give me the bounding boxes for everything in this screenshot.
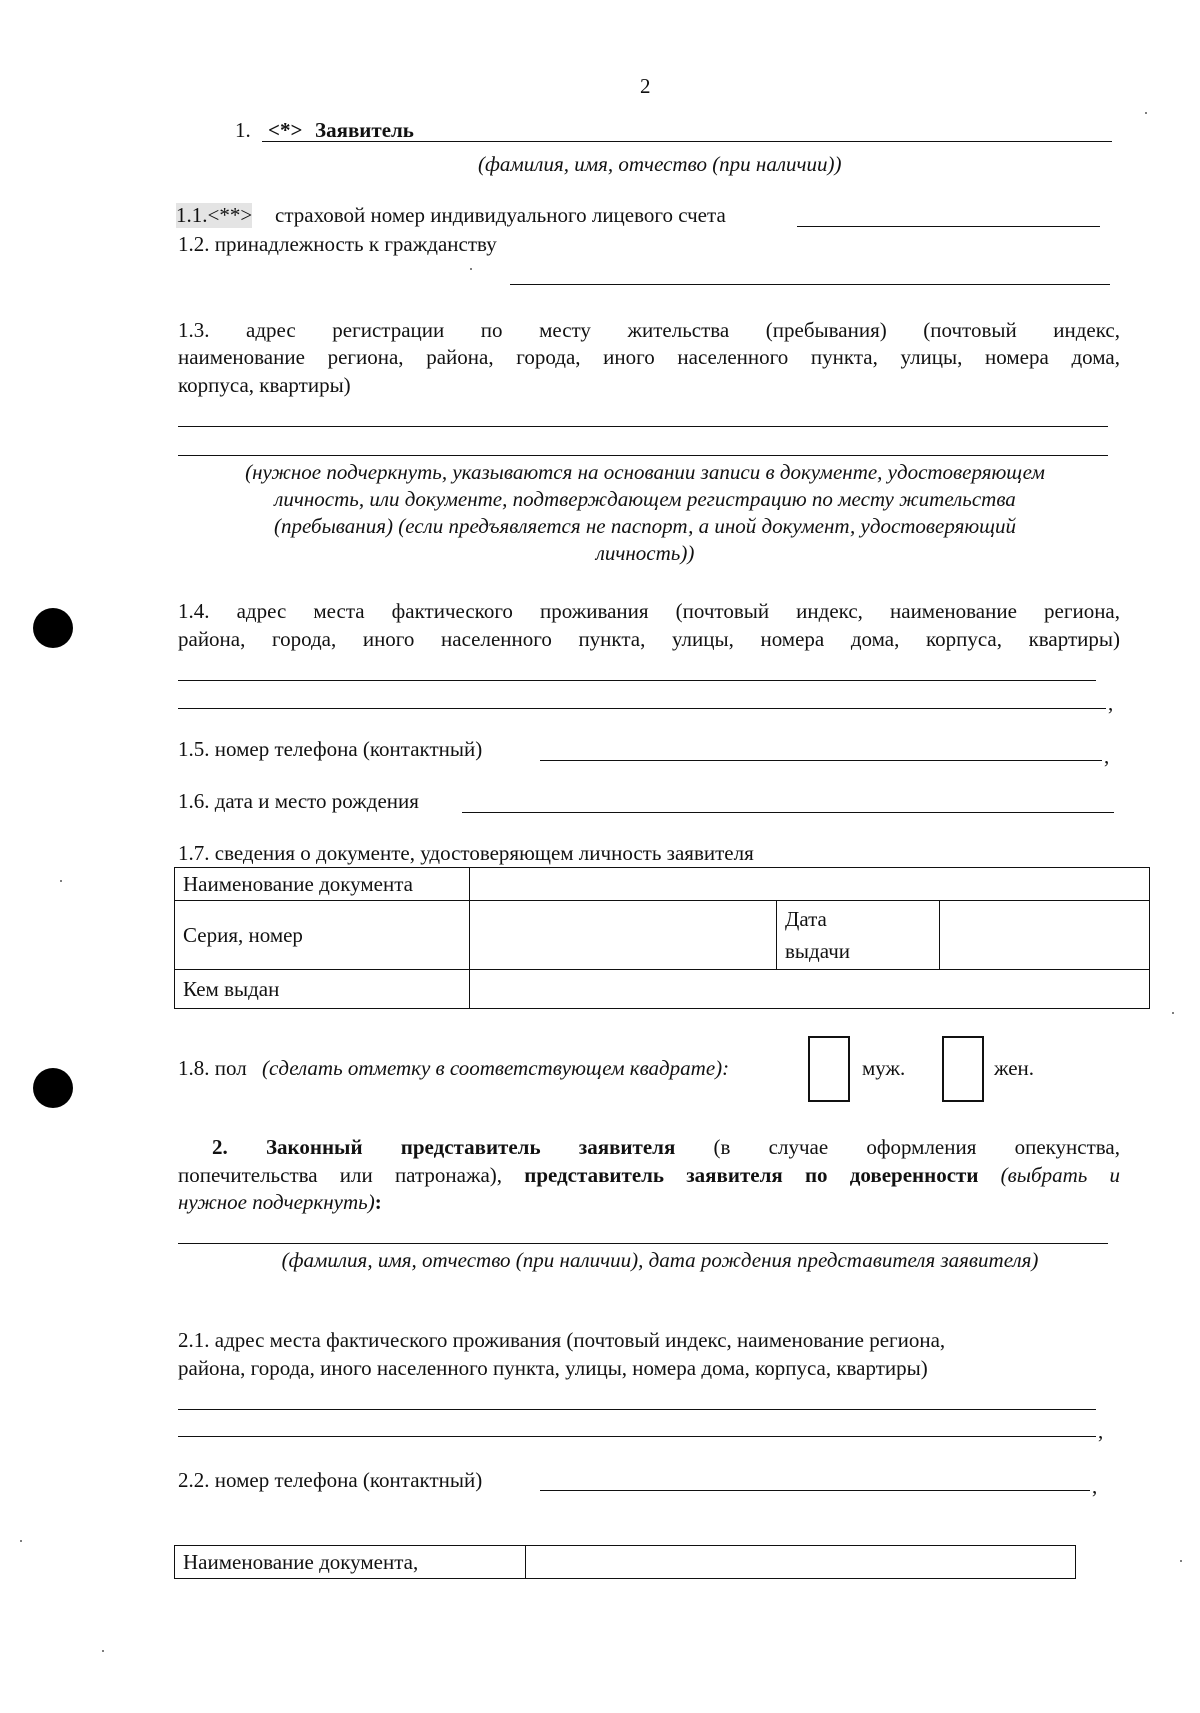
doc-name-label: Наименование документа bbox=[175, 868, 470, 901]
field-1-4-answer-line-2[interactable] bbox=[178, 708, 1106, 709]
field-1-3-line3: корпуса, квартиры) bbox=[178, 373, 351, 397]
field-1-3-line2: наименование региона, района, города, иного населенного пункта, улицы, номера дома, bbox=[178, 345, 1120, 369]
field-1-5-line[interactable] bbox=[540, 760, 1102, 761]
scan-speck bbox=[1172, 1012, 1174, 1014]
field-1-1-prefix: 1.1.<**> bbox=[176, 203, 253, 227]
doc-issue-date-label bbox=[777, 901, 940, 970]
field-1-2-label: 1.2. принадлежность к гражданству bbox=[178, 232, 497, 256]
field-1-3-answer-line-1[interactable] bbox=[178, 426, 1108, 427]
field-2-2-label: 2.2. номер телефона (контактный) bbox=[178, 1468, 483, 1492]
doc-issue-date-label-line1: Дата bbox=[785, 907, 827, 931]
scan-speck bbox=[470, 268, 472, 270]
doc-issue-date-value[interactable] bbox=[940, 901, 1150, 970]
section-1-mark: <*> bbox=[268, 118, 303, 142]
rep-doc-name-label: Наименование документа, bbox=[175, 1546, 526, 1579]
representative-fio-line[interactable] bbox=[178, 1243, 1108, 1244]
field-1-7-label: 1.7. сведения о документе, удостоверяющем личность заявителя bbox=[178, 841, 754, 865]
section-2-word-1: Законный bbox=[265, 1135, 363, 1159]
field-1-5-label: 1.5. номер телефона (контактный) bbox=[178, 737, 483, 761]
scan-speck bbox=[102, 1650, 104, 1652]
field-1-5-comma: , bbox=[1104, 744, 1110, 768]
doc-issue-date-label-line2: выдачи bbox=[785, 939, 850, 963]
punch-hole-bottom bbox=[33, 1068, 73, 1108]
section-2-word-2: представитель bbox=[400, 1135, 541, 1159]
field-1-4-line1: 1.4. адрес места фактического проживания (почтовый индекс, наименование региона, bbox=[178, 599, 1120, 623]
doc-issued-by-value[interactable] bbox=[470, 970, 1150, 1009]
field-2-1-line2: района, города, иного населенного пункта, улицы, номера дома, корпуса, квартиры) bbox=[178, 1356, 928, 1380]
field-1-6-label: 1.6. дата и место рождения bbox=[178, 789, 419, 813]
registration-note-line4: личность)) bbox=[595, 541, 695, 565]
field-1-8-label: 1.8. пол bbox=[178, 1056, 247, 1080]
punch-hole-top bbox=[33, 608, 73, 648]
registration-note-line3: (пребывания) (если предъявляется не паспорт, а иной документ, удостоверяющий bbox=[273, 514, 1017, 538]
page-number: 2 bbox=[640, 74, 651, 98]
section-2-word-6: оформления bbox=[866, 1135, 977, 1159]
doc-issued-by-label: Кем выдан bbox=[175, 970, 470, 1009]
gender-male-checkbox[interactable] bbox=[808, 1036, 850, 1102]
scan-speck bbox=[60, 880, 62, 882]
gender-female-checkbox[interactable] bbox=[942, 1036, 984, 1102]
field-1-3-line1: 1.3. адрес регистрации по месту жительства (пребывания) (почтовый индекс, bbox=[178, 318, 1120, 342]
gender-male-label: муж. bbox=[862, 1056, 906, 1080]
section-2-number: 2. bbox=[212, 1135, 228, 1159]
section-2-line2 bbox=[178, 1163, 1120, 1188]
scan-speck bbox=[1145, 112, 1147, 114]
field-1-1-label: страховой номер индивидуального лицевого счета bbox=[275, 203, 726, 227]
field-1-2-line[interactable] bbox=[510, 284, 1110, 285]
registration-note-line1: (нужное подчеркнуть, указываются на основании записи в документе, удостоверяющем bbox=[245, 460, 1045, 484]
registration-note-line2: личность, или документе, подтверждающем регистрацию по месту жительства bbox=[274, 487, 1016, 511]
scan-speck bbox=[20, 1540, 22, 1542]
section-2-line3-italic: нужное подчеркнуть) bbox=[178, 1190, 375, 1214]
section-2-word-4: (в bbox=[713, 1135, 731, 1159]
field-2-1-answer-line-2[interactable] bbox=[178, 1436, 1096, 1437]
rep-doc-name-value[interactable] bbox=[526, 1546, 1076, 1579]
section-1-number: 1. bbox=[235, 118, 251, 142]
field-2-1-comma: , bbox=[1098, 1419, 1104, 1443]
field-2-2-comma: , bbox=[1092, 1474, 1098, 1498]
section-2-line3 bbox=[178, 1190, 382, 1215]
field-1-4-line2: района, города, иного населенного пункта, улицы, номера дома, корпуса, квартиры) bbox=[178, 627, 1120, 651]
field-2-1-answer-line-1[interactable] bbox=[178, 1409, 1096, 1410]
section-2-word-5: случае bbox=[768, 1135, 829, 1159]
gender-female-label: жен. bbox=[994, 1056, 1035, 1080]
section-2-word-3: заявителя bbox=[578, 1135, 676, 1159]
field-1-3-answer-line-2[interactable] bbox=[178, 455, 1108, 456]
doc-series-label: Серия, номер bbox=[175, 901, 470, 970]
section-2-line3-colon: : bbox=[374, 1190, 382, 1214]
section-1-title: Заявитель bbox=[315, 118, 414, 142]
field-1-1-line[interactable] bbox=[797, 226, 1100, 227]
scan-speck bbox=[1180, 1560, 1182, 1562]
section-2-line1 bbox=[178, 1135, 1120, 1160]
applicant-fio-hint: (фамилия, имя, отчество (при наличии)) bbox=[478, 152, 842, 176]
identity-document-table bbox=[174, 867, 1150, 1009]
section-2-line2-plain: попечительства или патронажа), bbox=[178, 1163, 503, 1187]
doc-name-value[interactable] bbox=[470, 868, 1150, 901]
field-1-4-answer-line-1[interactable] bbox=[178, 680, 1096, 681]
section-2-word-7: опекунства, bbox=[1014, 1135, 1120, 1159]
doc-series-value[interactable] bbox=[470, 901, 777, 970]
field-1-8-hint: (сделать отметку в соответствующем квадрате): bbox=[262, 1056, 730, 1080]
section-2-line2-bold: представитель заявителя по доверенности bbox=[524, 1163, 979, 1187]
applicant-fio-line[interactable] bbox=[262, 141, 1112, 142]
field-1-4-comma: , bbox=[1108, 691, 1114, 715]
representative-document-table bbox=[174, 1545, 1076, 1579]
field-2-2-line[interactable] bbox=[540, 1490, 1090, 1491]
field-1-6-line[interactable] bbox=[462, 812, 1114, 813]
representative-fio-hint: (фамилия, имя, отчество (при наличии), дата рождения представителя заявителя) bbox=[281, 1248, 1039, 1272]
section-2-line2-italic: (выбрать и bbox=[1000, 1163, 1120, 1187]
field-2-1-line1: 2.1. адрес места фактического проживания (почтовый индекс, наименование региона, bbox=[178, 1328, 946, 1352]
